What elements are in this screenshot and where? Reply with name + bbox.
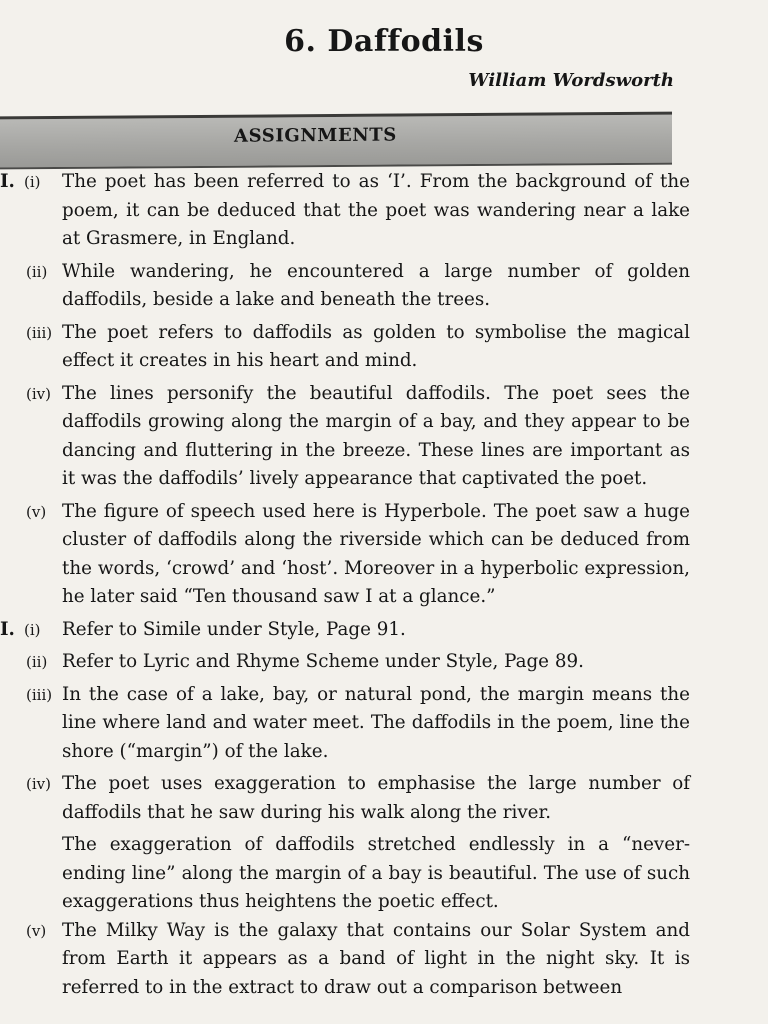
answer-text: The Milky Way is the galaxy that contains our Solar System and from Earth it appears as a band of light in the night sky. It is referred to in the extract to draw out a comparison between [62,919,690,998]
item-number: (i) [24,173,41,191]
item-number: (iii) [26,323,53,342]
answer-item [0,681,690,767]
answer-item [0,616,690,645]
assignments-banner [0,112,672,170]
answer-text: The poet refers to daffodils as golden to symbolise the magical effect it creates in his heart and mind. [62,321,690,371]
answers-body [0,168,690,1002]
answer-continuation: The exaggeration of daffodils stretched endlessly in a “never-ending line” along the margin of a bay is beautiful. The use of such exaggerations thus heightens the poetic effect. [62,834,690,912]
item-number: (ii) [26,653,48,671]
answer-text: The poet has been referred to as ‘I’. From the background of the poem, it can be deduced that the poet was wandering near a lake at Grasmere, in England. [62,171,690,249]
answer-text: In the case of a lake, bay, or natural pond, the margin means the line where land and water meet. The daffodils in the poem, line the shore (“margin”) of the lake. [62,683,690,762]
answer-text: While wandering, he encountered a large number of golden daffodils, beside a lake and beneath the trees. [62,260,690,310]
item-number: (iv) [26,384,51,403]
answer-item [0,917,690,1003]
answer-text: The poet uses exaggeration to emphasise the large number of daffodils that he saw during his walk along the river. [62,773,690,823]
answer-item [0,770,690,827]
section-label: I. [0,618,15,640]
answer-text: Refer to Simile under Style, Page 91. [62,618,406,640]
answer-item [0,168,690,254]
item-number: (i) [24,620,41,639]
answer-item [0,648,690,677]
answer-item [0,498,690,612]
author-name: William Wordsworth [468,70,674,91]
item-number: (v) [26,502,47,521]
item-number: (iv) [26,775,51,793]
item-number: (v) [26,921,47,940]
page-title: 6. Daffodils [284,24,484,59]
answer-item [0,319,690,376]
item-number: (ii) [26,262,48,281]
item-number: (iii) [26,685,53,704]
answer-text: The lines personify the beautiful daffodils. The poet sees the daffodils growing along the margin of a bay, and they appear to be dancing and fluttering in the breeze. These lines are important as it was the daffodils’ lively appearance that captivated the poet. [62,382,690,489]
section-label: I. [0,171,15,192]
answer-item [0,258,690,315]
answer-text: The figure of speech used here is Hyperbole. The poet saw a huge cluster of daffodils along the riverside which can be deduced from the words, ‘crowd’ and ‘host’. Moreover in a hyperbolic expression, he later said “Ten thousand saw I at a glance.” [62,500,690,607]
banner-label: ASSIGNMENTS [234,124,397,147]
answer-item [0,380,690,494]
answer-text: Refer to Lyric and Rhyme Scheme under Style, Page 89. [62,651,584,672]
